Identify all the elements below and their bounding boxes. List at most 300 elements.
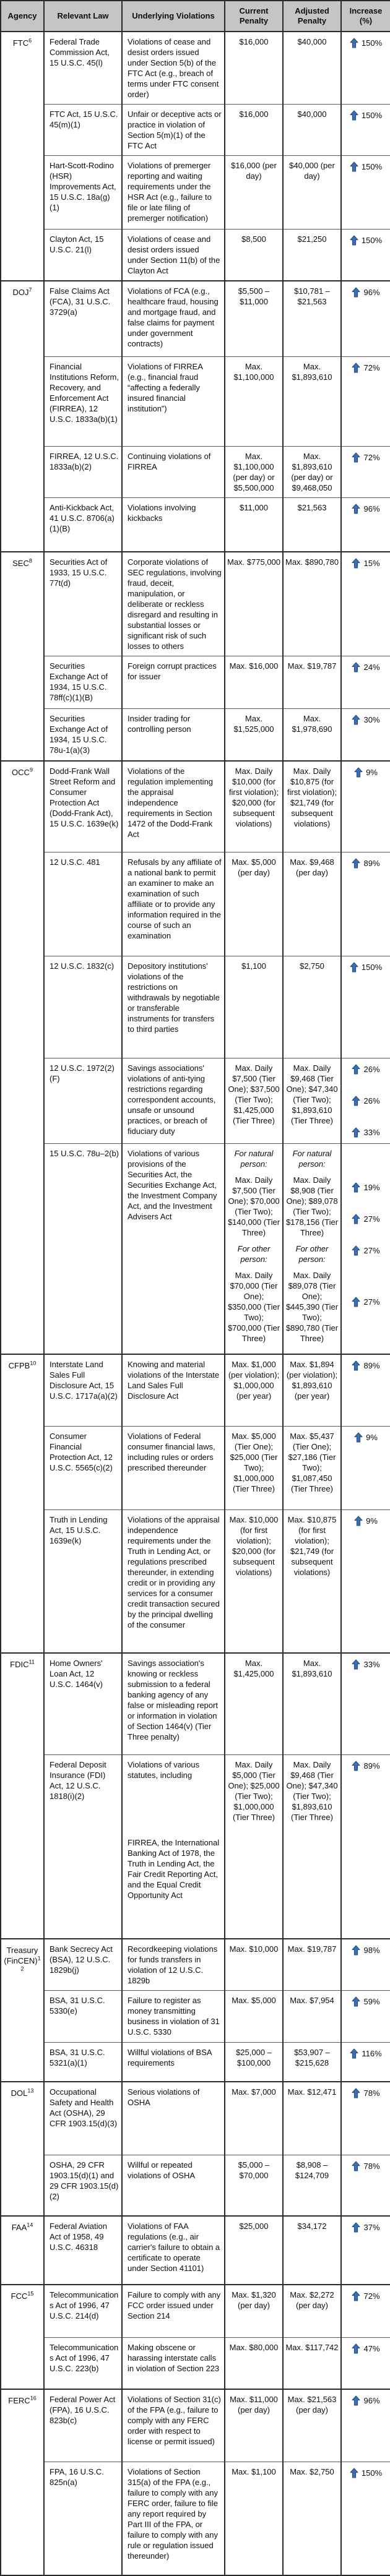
agency-cell	[1, 1354, 44, 1653]
footnote-marker: 11	[28, 1659, 35, 1665]
increase-item	[344, 504, 388, 514]
violation-text: Violations of Section 315(a) of the FPA (e.g., failure to comply with any FERC order, failure to file any report required by Part III of the FPA, or failure to comply with any rule or regulation issued thereunder)	[128, 2467, 218, 2561]
adjusted-penalty-cell	[283, 2155, 341, 2216]
current-penalty-cell	[225, 956, 283, 1058]
current-penalty-cell	[225, 1427, 283, 1510]
increase-value: 15%	[363, 559, 380, 568]
adjusted-penalty-cell	[283, 2285, 341, 2337]
violation-text: Violations of FIRREA (e.g., financial fraud “affecting a federally insured financial institution”)	[128, 361, 203, 413]
increase-item	[344, 161, 388, 172]
agency-label: DOJ	[12, 288, 29, 297]
law-cell: Occupational Safety and Health Act (OSHA), 29 CFR 1903.15(d)(3)	[44, 2082, 122, 2155]
adjusted-penalty-cell	[283, 32, 341, 105]
increase-item	[344, 1182, 388, 1193]
law-cell: Federal Aviation Act of 1958, 49 U.S.C. 46318	[44, 2216, 122, 2285]
penalty-text-line: Max. $117,742	[285, 2342, 339, 2352]
penalty-text-line: Max. $5,000 (per day)	[232, 857, 276, 877]
law-cell: Truth in Lending Act, 15 U.S.C. 1639e(k)	[44, 1510, 122, 1653]
increase-value: 150%	[361, 38, 383, 48]
law-cell: 12 U.S.C. 481	[44, 852, 122, 956]
up-arrow-icon	[352, 287, 360, 298]
adjusted-penalty-cell	[283, 1510, 341, 1653]
up-arrow-icon	[352, 558, 360, 569]
increase-item	[344, 2088, 388, 2098]
violation-text: Failure to register as money transmitting business in violation of 31 U.S.C. 5330	[128, 1995, 220, 2037]
footnote-marker: 16	[30, 2395, 37, 2402]
table-row	[1, 1990, 390, 2042]
penalty-text-line: Max. $1,893,610 (per day) or $9,468,050	[291, 451, 333, 492]
law-cell: Home Owners' Loan Act, 12 U.S.C. 1464(v)	[44, 1653, 122, 1755]
penalty-text-line: Max. $1,000 (per violation); $1,000,000 (per year)	[228, 1359, 280, 1401]
increase-item	[344, 1297, 388, 1307]
adjusted-penalty-cell	[283, 2462, 341, 2575]
adjusted-penalty-cell	[283, 156, 341, 230]
law-cell: Hart-Scott-Rodino (HSR) Improvements Act, 15 U.S.C. 18a(g)(1)	[44, 156, 122, 230]
violation-text: Violations of various statutes, including	[128, 1760, 200, 1780]
increase-cell	[341, 2082, 390, 2155]
penalty-text-line: Max. $11,000 (per day)	[230, 2395, 278, 2415]
increase-cell	[341, 156, 390, 230]
penalty-text-line: Max. $775,000	[227, 557, 281, 567]
up-arrow-icon	[352, 2088, 360, 2098]
table-row	[1, 446, 390, 497]
increase-item	[344, 1360, 388, 1371]
law-cell: Securities Act of 1933, 15 U.S.C. 77t(d)	[44, 552, 122, 656]
up-arrow-icon	[352, 363, 360, 373]
table-row	[1, 156, 390, 230]
increase-item	[344, 662, 388, 672]
table-row	[1, 2082, 390, 2155]
table-row	[1, 1058, 390, 1144]
current-penalty-cell	[225, 32, 283, 105]
law-cell: FTC Act, 15 U.S.C. 45(m)(1)	[44, 105, 122, 156]
penalty-text-line: $40,000	[297, 109, 327, 119]
current-penalty-cell	[225, 230, 283, 281]
adjusted-penalty-cell	[283, 2216, 341, 2285]
increase-cell	[341, 356, 390, 446]
increase-cell	[341, 2285, 390, 2337]
table-row	[1, 230, 390, 281]
adjusted-penalty-cell	[283, 281, 341, 356]
up-arrow-icon	[352, 504, 360, 514]
adjusted-penalty-cell	[283, 1058, 341, 1144]
footnote-marker: 7	[28, 286, 32, 293]
current-penalty-cell	[225, 2285, 283, 2337]
table-row	[1, 761, 390, 852]
law-cell: 12 U.S.C. 1972(2)(F)	[44, 1058, 122, 1144]
table-row	[1, 1939, 390, 1991]
table-row	[1, 356, 390, 446]
violation-text: Savings association's knowing or reckless submission to a federal banking agency of any false or misleading report or information in violation of Section 1464(v) (Tier Three penalty)	[128, 1658, 218, 1741]
header-row	[1, 1, 390, 32]
penalty-text-line: $25,000	[239, 2222, 269, 2231]
law-cell: Bank Secrecy Act (BSA), 12 U.S.C. 1829b(j)	[44, 1939, 122, 1991]
increase-item	[344, 1064, 388, 1075]
increase-cell	[341, 1510, 390, 1653]
violation-text: Corporate violations of SEC regulations, involving fraud, deceit, manipulation, or deliberate or reckless disregard and resulting in substantial losses or significant risk of such losses to others	[128, 557, 222, 651]
increase-item	[344, 1432, 388, 1443]
violation-cell	[122, 656, 225, 709]
penalty-text-line: $40,000	[297, 37, 327, 46]
increase-cell	[341, 552, 390, 656]
table-row	[1, 1354, 390, 1427]
violation-text: Refusals by any affiliate of a national bank to permit an examiner to make an examination of such affiliate or to provide any information required in the course of such an examination	[128, 857, 222, 940]
increase-item	[344, 2291, 388, 2301]
violation-text: FIRREA, the International Banking Act of 1978, the Truth in Lending Act, the Fair Credit Reporting Act, and the Equal Credit Opportunity Act	[128, 1838, 220, 1900]
penalty-text-line: $10,781 – $21,563	[294, 286, 330, 306]
violation-cell	[122, 2337, 225, 2389]
penalty-text-line: Max. $10,875 (for first violation); $21,749 (for subsequent violations)	[287, 1515, 337, 1577]
penalty-text-line: $21,563	[297, 502, 327, 512]
violation-cell	[122, 2155, 225, 2216]
table-row	[1, 2285, 390, 2337]
up-arrow-icon	[354, 1516, 363, 1526]
increase-value: 72%	[363, 363, 380, 372]
up-arrow-icon	[352, 2291, 360, 2301]
current-penalty-cell	[225, 2216, 283, 2285]
penalty-text-line: Max. $1,525,000	[233, 714, 274, 734]
law-cell: FIRREA, 12 U.S.C. 1833a(b)(2)	[44, 446, 122, 497]
penalty-text-line: Max. Daily $70,000 (Tier One); $350,000 (Tier Two); $700,000 (Tier Three)	[227, 1271, 280, 1343]
agency-cell	[1, 281, 44, 552]
up-arrow-icon	[354, 1432, 363, 1443]
violation-cell	[122, 2389, 225, 2462]
adjusted-penalty-cell	[283, 2042, 341, 2082]
increase-value: 150%	[361, 111, 383, 120]
current-penalty-cell	[225, 1990, 283, 2042]
violation-text: Violations of cease and desist orders issued under Section 11(b) of the Clayton Act	[128, 234, 220, 275]
increase-item	[344, 235, 388, 246]
table-row	[1, 2389, 390, 2462]
column-header-relevant-law: Relevant Law	[44, 1, 122, 32]
increase-item	[344, 38, 388, 48]
current-penalty-cell	[225, 497, 283, 552]
increase-item	[344, 558, 388, 569]
agency-cell	[1, 761, 44, 1354]
law-cell: 15 U.S.C. 78u–2(b)	[44, 1144, 122, 1354]
adjusted-penalty-cell	[283, 1653, 341, 1755]
current-penalty-cell	[225, 156, 283, 230]
increase-item	[344, 1516, 388, 1526]
footnote-marker: 6	[28, 37, 32, 44]
law-cell: Federal Power Act (FPA), 16 U.S.C. 823b(c)	[44, 2389, 122, 2462]
table-row	[1, 1144, 390, 1354]
increase-value: 78%	[363, 2161, 380, 2171]
up-arrow-icon	[352, 1096, 360, 1106]
footnote-marker: 14	[27, 2222, 33, 2228]
violation-text: Violations of FCA (e.g., healthcare fraud, housing and mortgage fraud, and false claims for payment under government contracts)	[128, 286, 219, 348]
penalty-text-line: $53,907 – $215,628	[294, 2047, 330, 2067]
increase-cell	[341, 1427, 390, 1510]
increase-cell	[341, 497, 390, 552]
law-cell: Securities Exchange Act of 1934, 15 U.S.C. 78ff(c)(1)(B)	[44, 656, 122, 709]
up-arrow-icon	[350, 962, 358, 972]
increase-value: 33%	[363, 1128, 380, 1137]
increase-item	[344, 2048, 388, 2059]
increase-value: 9%	[366, 1433, 378, 1442]
agency-cell	[1, 552, 44, 761]
increase-value: 98%	[363, 1945, 380, 1955]
increase-cell	[341, 956, 390, 1058]
violation-text: Serious violations of OSHA	[128, 2087, 200, 2107]
agency-label: Treasury (FinCEN)	[4, 1945, 38, 1965]
adjusted-penalty-cell	[283, 105, 341, 156]
increase-item	[344, 1761, 388, 1771]
table-body	[1, 32, 390, 2575]
violation-cell	[122, 356, 225, 446]
violation-cell	[122, 497, 225, 552]
increase-cell	[341, 761, 390, 852]
violation-text: Knowing and material violations of the Interstate Land Sales Full Disclosure Act	[128, 1359, 220, 1401]
up-arrow-icon	[352, 1360, 360, 1371]
penalty-text-line: For other person:	[237, 1244, 271, 1264]
table-row	[1, 1755, 390, 1939]
increase-value: 27%	[363, 1297, 380, 1307]
increase-item	[344, 110, 388, 121]
violation-text: Willful violations of BSA requirements	[128, 2047, 212, 2067]
adjusted-penalty-cell	[283, 656, 341, 709]
violation-cell	[122, 2042, 225, 2082]
up-arrow-icon	[352, 1659, 360, 1670]
up-arrow-icon	[352, 1297, 360, 1307]
current-penalty-cell	[225, 356, 283, 446]
violation-cell	[122, 281, 225, 356]
violation-cell	[122, 2082, 225, 2155]
increase-item	[344, 287, 388, 298]
increase-value: 9%	[366, 767, 378, 777]
agency-cell	[1, 2082, 44, 2216]
increase-value: 72%	[363, 2291, 380, 2301]
current-penalty-cell	[225, 2042, 283, 2082]
up-arrow-icon	[350, 235, 358, 246]
current-penalty-cell	[225, 2389, 283, 2462]
up-arrow-icon	[350, 2468, 358, 2478]
penalty-text-line: $40,000 (per day)	[289, 161, 335, 181]
penalty-text-line: Max. Daily $7,500 (Tier One); $37,500 (Tier Two); $1,425,000 (Tier Three)	[228, 1063, 280, 1125]
law-cell: Dodd-Frank Wall Street Reform and Consumer Protection Act (Dodd-Frank Act), 15 U.S.C. 1639e(k)	[44, 761, 122, 852]
increase-cell	[341, 1990, 390, 2042]
violation-cell	[122, 761, 225, 852]
law-cell: Telecommunications Act of 1996, 47 U.S.C. 223(b)	[44, 2337, 122, 2389]
agency-label: CFPB	[8, 1360, 30, 1370]
current-penalty-cell	[225, 281, 283, 356]
increase-value: 47%	[363, 2343, 380, 2353]
up-arrow-icon	[352, 662, 360, 672]
agency-label: FCC	[11, 2291, 28, 2301]
increase-value: 150%	[361, 963, 383, 972]
violation-text: Violations of Section 31(c) of the FPA (e.g., failure to comply with any FERC order with respect to license or permit issued)	[128, 2395, 221, 2446]
law-cell: Telecommunications Act of 1996, 47 U.S.C. 214(d)	[44, 2285, 122, 2337]
table-row	[1, 2462, 390, 2575]
law-cell: Financial Institutions Reform, Recovery, and Enforcement Act (FIRREA), 12 U.S.C. 1833a(b)(1)	[44, 356, 122, 446]
penalty-text-line: Max. Daily $10,875 (for first violation); $21,749 (for subsequent violations)	[287, 766, 337, 828]
increase-value: 116%	[362, 2048, 382, 2058]
violation-text: Violations of FAA regulations (e.g., air carrier's failure to obtain a certificate to operate under Section 41101)	[128, 2222, 220, 2273]
footnote-marker: 13	[27, 2087, 34, 2094]
law-cell: Consumer Financial Protection Act, 12 U.S.C. 5565(c)(2)	[44, 1427, 122, 1510]
penalty-text-line: For other person:	[295, 1244, 329, 1264]
violation-cell	[122, 1755, 225, 1939]
violation-text: Depository institutions' violations of the restrictions on withdrawals by negotiable or transferable instruments for transfers to third parties	[128, 961, 220, 1034]
column-header-increase-percent: Increase (%)	[341, 1, 390, 32]
penalty-text-line: Max. $9,468 (per day)	[290, 857, 334, 877]
current-penalty-cell	[225, 1144, 283, 1354]
current-penalty-cell	[225, 2155, 283, 2216]
adjusted-penalty-cell	[283, 1427, 341, 1510]
current-penalty-cell	[225, 2462, 283, 2575]
current-penalty-cell	[225, 1354, 283, 1427]
violation-cell	[122, 1939, 225, 1991]
increase-value: 37%	[363, 2223, 380, 2232]
increase-item	[344, 1214, 388, 1224]
up-arrow-icon	[350, 161, 358, 172]
law-cell: OSHA, 29 CFR 1903.15(d)(1) and 29 CFR 1903.15(d)(2)	[44, 2155, 122, 2216]
increase-item	[344, 1659, 388, 1670]
increase-value: 96%	[363, 288, 380, 297]
penalty-text-line: Max. Daily $5,000 (Tier One); $25,000 (Tier Two); $1,000,000 (Tier Three)	[228, 1760, 280, 1822]
increase-cell	[341, 230, 390, 281]
increase-value: 59%	[363, 1996, 380, 2006]
penalty-text-line: Max. Daily $10,000 (for first violation); $20,000 (for subsequent violations)	[228, 766, 279, 828]
increase-value: 9%	[366, 1516, 378, 1526]
agency-cell	[1, 2285, 44, 2389]
increase-cell	[341, 2462, 390, 2575]
violation-text: Violations of Federal consumer financial laws, including rules or orders prescribed thereunder	[128, 1432, 215, 1472]
penalty-text-line: Max. Daily $9,468 (Tier One); $47,340 (Tier Two); $1,893,610 (Tier Three)	[286, 1063, 338, 1125]
agency-cell	[1, 32, 44, 281]
law-cell: Federal Trade Commission Act, 15 U.S.C. 45(l)	[44, 32, 122, 105]
adjusted-penalty-cell	[283, 497, 341, 552]
penalty-text-line: Max. $5,000 (Tier One); $25,000 (Tier Two); $1,000,000 (Tier Three)	[230, 1432, 278, 1493]
current-penalty-cell	[225, 1058, 283, 1144]
violation-text: Savings associations' violations of anti-tying restrictions regarding correspondent accounts, unsafe or unsound practices, or breach of fiduciary duty	[128, 1063, 216, 1136]
up-arrow-icon	[352, 2343, 360, 2354]
violation-cell	[122, 552, 225, 656]
agency-label: OCC	[12, 767, 30, 777]
adjusted-penalty-cell	[283, 446, 341, 497]
penalty-text-line: $5,000 – $70,000	[238, 2160, 270, 2180]
violation-text: Violations of premerger reporting and waiting requirements under the HSR Act (e.g., failure to file or late filing of premerger notification)	[128, 161, 212, 223]
increase-value: 78%	[363, 2089, 380, 2098]
violation-text: Foreign corrupt practices for issuer	[128, 661, 217, 681]
penalty-text-line: Max. $1,894 (per violation); $1,893,610 (per year)	[286, 1359, 338, 1401]
adjusted-penalty-cell	[283, 709, 341, 761]
adjusted-penalty-cell	[283, 1990, 341, 2042]
agency-cell	[1, 1653, 44, 1939]
law-cell: BSA, 31 U.S.C. 5321(a)(1)	[44, 2042, 122, 2082]
violation-cell	[122, 230, 225, 281]
table-row	[1, 2216, 390, 2285]
up-arrow-icon	[352, 715, 360, 725]
penalty-text-line: Max. $5,437 (Tier One); $27,186 (Tier Two); $1,087,450 (Tier Three)	[288, 1432, 336, 1493]
penalty-text-line: Max. $1,425,000	[233, 1658, 274, 1678]
up-arrow-icon	[352, 1945, 360, 1956]
footnote-marker: 12	[20, 1955, 41, 1972]
penalty-text-line: Max. $5,000	[232, 1995, 276, 2005]
current-penalty-cell	[225, 105, 283, 156]
agency-label: FAA	[11, 2223, 27, 2232]
penalty-text-line: Max. $1,978,690	[292, 714, 332, 734]
increase-item	[344, 2343, 388, 2354]
penalty-text-line: Max. $1,320 (per day)	[232, 2290, 276, 2310]
table-row	[1, 105, 390, 156]
agency-cell	[1, 1939, 44, 2082]
table-row	[1, 281, 390, 356]
increase-value: 33%	[363, 1659, 380, 1669]
increase-value: 150%	[361, 2468, 383, 2478]
adjusted-penalty-cell	[283, 1354, 341, 1427]
current-penalty-cell	[225, 1653, 283, 1755]
increase-cell	[341, 709, 390, 761]
violation-cell	[122, 2285, 225, 2337]
law-cell: False Claims Act (FCA), 31 U.S.C. 3729(a)	[44, 281, 122, 356]
adjusted-penalty-cell	[283, 956, 341, 1058]
penalty-text-line: $16,000 (per day)	[231, 161, 277, 181]
increase-value: 150%	[361, 236, 383, 245]
penalty-text-line: $16,000	[239, 37, 269, 46]
violation-text: Violations of cease and desist orders issued under Section 5(b) of the FTC Act (e.g., breach of terms under FTC consent order)	[128, 37, 219, 99]
violation-cell	[122, 2462, 225, 2575]
current-penalty-cell	[225, 1755, 283, 1939]
penalty-text-line: $11,000	[239, 502, 269, 512]
violation-text: Insider trading for controlling person	[128, 714, 191, 734]
increase-item	[344, 767, 388, 778]
table-row	[1, 1427, 390, 1510]
adjusted-penalty-cell	[283, 2337, 341, 2389]
column-header-underlying-violations: Underlying Violations	[122, 1, 225, 32]
increase-item	[344, 2161, 388, 2171]
up-arrow-icon	[352, 1996, 360, 2007]
penalty-text-line: $25,000 – $100,000	[236, 2047, 272, 2067]
violation-text: Continuing violations of FIRREA	[128, 451, 211, 471]
agency-label: FERC	[8, 2396, 30, 2405]
column-header-agency: Agency	[1, 1, 44, 32]
increase-item	[344, 1945, 388, 1956]
violation-cell	[122, 156, 225, 230]
increase-cell	[341, 105, 390, 156]
increase-cell	[341, 32, 390, 105]
up-arrow-icon	[352, 1214, 360, 1224]
up-arrow-icon	[350, 38, 358, 48]
table-row	[1, 2337, 390, 2389]
increase-item	[344, 1127, 388, 1138]
violation-cell	[122, 105, 225, 156]
table-row	[1, 2042, 390, 2082]
increase-cell	[341, 1939, 390, 1991]
violation-cell	[122, 1354, 225, 1427]
law-cell: Clayton Act, 15 U.S.C. 21(l)	[44, 230, 122, 281]
increase-cell	[341, 1755, 390, 1939]
table-row	[1, 1653, 390, 1755]
increase-item	[344, 1996, 388, 2007]
penalty-text-line: Max. Daily $7,500 (Tier One); $70,000 (Tier Two); $140,000 (Tier Three)	[227, 1175, 280, 1237]
law-cell: FPA, 16 U.S.C. 825n(a)	[44, 2462, 122, 2575]
penalty-text-line: Max. Daily $9,468 (Tier One); $47,340 (Tier Two); $1,893,610 (Tier Three)	[286, 1760, 338, 1822]
increase-value: 72%	[363, 452, 380, 462]
increase-item	[344, 363, 388, 373]
penalty-text-line: Max. $12,471	[287, 2087, 337, 2097]
up-arrow-icon	[350, 2048, 358, 2059]
adjusted-penalty-cell	[283, 552, 341, 656]
penalty-text-line: Max. $19,787	[287, 661, 337, 671]
column-header-current-penalty: Current Penalty	[225, 1, 283, 32]
increase-cell	[341, 446, 390, 497]
increase-item	[344, 1245, 388, 1256]
increase-cell	[341, 852, 390, 956]
current-penalty-cell	[225, 1510, 283, 1653]
adjusted-penalty-cell	[283, 1755, 341, 1939]
up-arrow-icon	[352, 2161, 360, 2171]
